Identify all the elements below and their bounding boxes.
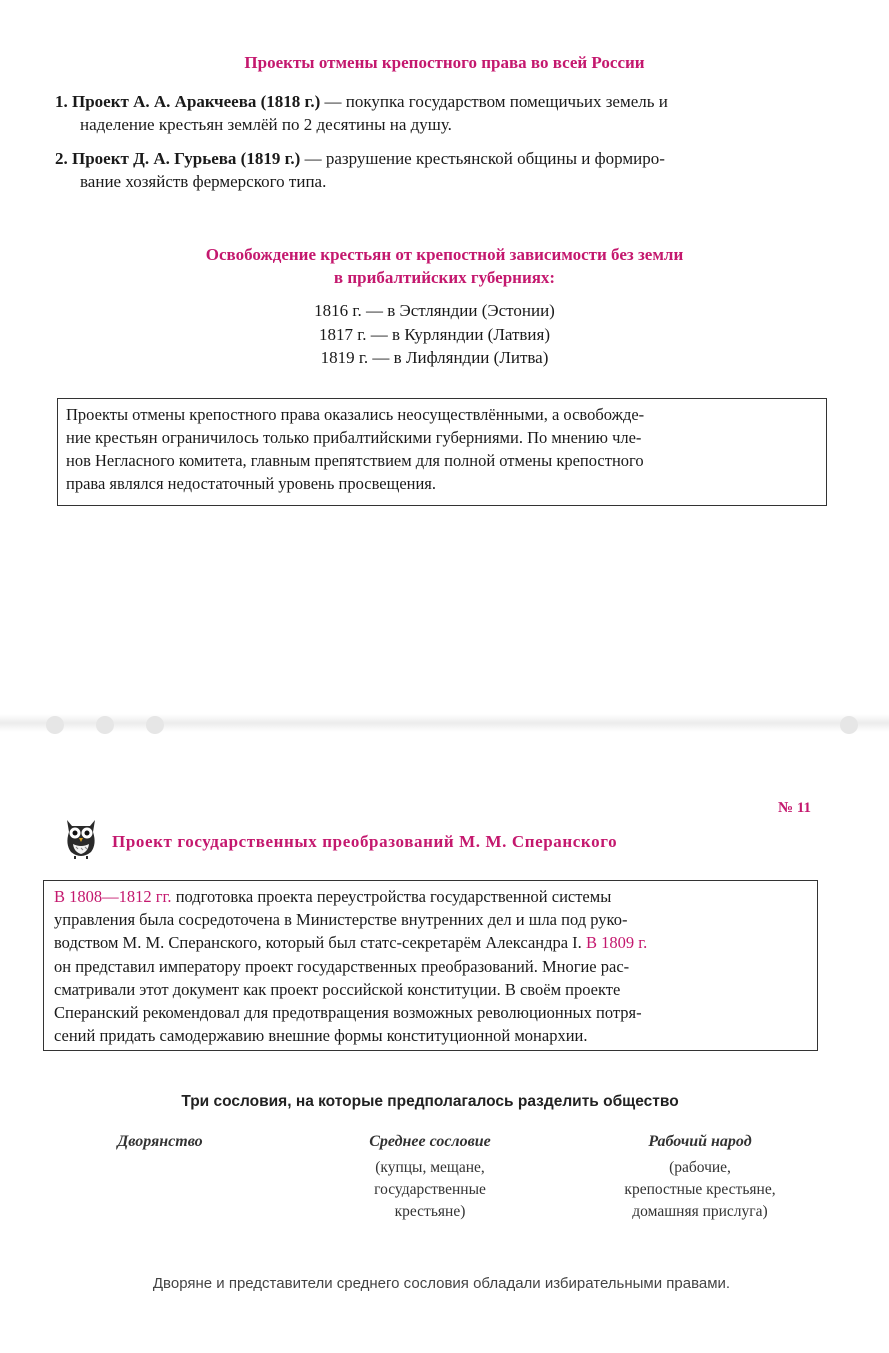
estate-middle <box>320 1133 540 1223</box>
date-item: 1819 г. — в Лифляндии (Литва) <box>320 348 549 367</box>
footer-note: Дворяне и представители среднего сословия обладали избирательными правами. <box>152 1275 731 1292</box>
binding-hole <box>46 716 64 734</box>
project-name: Проект Д. А. Гурьева (1819 г.) <box>72 149 301 168</box>
binding-hole <box>96 716 114 734</box>
page-divider <box>0 714 889 732</box>
project-desc-continued: вание хозяйств фермерского типа. <box>80 172 327 191</box>
title-line: в прибалтийских губерниях: <box>333 268 556 287</box>
box-text: управления была сосредоточена в Министерстве внутренних дел и шла под руко- <box>54 910 628 930</box>
project-number: 1. <box>55 92 68 111</box>
summary-line: Проекты отмены крепостного права оказались неосуществлёнными, а освобожде- <box>66 405 645 424</box>
section-title-abolition-projects: Проекты отмены крепостного права во всей России <box>244 53 645 72</box>
binding-hole <box>840 716 858 734</box>
estate-nobility <box>70 1133 250 1151</box>
section-number: № 11 <box>778 800 811 816</box>
summary-line: права являлся недостаточный уровень просвещения. <box>66 474 437 493</box>
estate-name: Среднее сословие <box>369 1133 491 1150</box>
project-desc: — разрушение крестьянской общины и формиро- <box>300 149 665 168</box>
estate-desc-line: домашняя прислуга) <box>632 1203 768 1220</box>
project-name: Проект А. А. Аракчеева (1818 г.) <box>72 92 321 111</box>
section-title-speransky: Проект государственных преобразований М. М. Сперанского <box>112 832 618 851</box>
box-text: сений придать самодержавию внешние формы конституционной монархии. <box>54 1026 588 1046</box>
project-desc: — покупка государством помещичьих земель и <box>320 92 668 111</box>
estate-desc-line: (рабочие, <box>669 1159 731 1176</box>
estates-title: Три сословия, на которые предполагалось разделить общество <box>181 1093 679 1110</box>
baltic-dates-list <box>0 299 869 370</box>
estate-desc-line: крепостные крестьяне, <box>624 1181 776 1198</box>
project-desc-continued: наделение крестьян землёй по 2 десятины на душу. <box>80 115 452 134</box>
box-text: Сперанский рекомендовал для предотвращения возможных революционных потря- <box>54 1003 642 1023</box>
owl-icon <box>62 814 100 860</box>
estate-desc-line: крестьяне) <box>394 1203 466 1220</box>
title-line: Освобождение крестьян от крепостной зависимости без земли <box>205 245 684 264</box>
summary-line: ние крестьян ограничилось только прибалтийскими губерниями. По мнению чле- <box>66 428 642 447</box>
date-highlight: В 1808—1812 гг. <box>54 887 172 906</box>
summary-line: нов Негласного комитета, главным препятствием для полной отмены крепостного <box>66 451 644 470</box>
estate-desc-line: (купцы, мещане, <box>375 1159 485 1176</box>
box-text: сматривали этот документ как проект российской конституции. В своём проекте <box>54 979 621 999</box>
box-text: водством М. М. Сперанского, который был статс-секретарём Александра I. <box>54 933 586 953</box>
estate-desc-line: государственные <box>374 1181 486 1198</box>
section-title-baltic-emancipation <box>0 243 889 289</box>
project-number: 2. <box>55 149 68 168</box>
summary-box <box>57 398 827 506</box>
date-item: 1817 г. — в Курляндии (Латвия) <box>319 324 550 344</box>
speransky-box <box>43 880 818 1051</box>
estate-working-people <box>580 1133 820 1223</box>
estate-name: Дворянство <box>117 1133 203 1150</box>
date-highlight: В 1809 г. <box>585 933 648 953</box>
box-text: он представил императору проект государственных преобразований. Многие рас- <box>54 956 630 976</box>
estate-name: Рабочий народ <box>648 1133 752 1150</box>
date-item: 1816 г. — в Эстляндии (Эстонии) <box>314 301 555 320</box>
binding-hole <box>146 716 164 734</box>
project-guryev <box>55 147 855 193</box>
project-arakcheev <box>55 90 855 136</box>
box-text: подготовка проекта переустройства государственной системы <box>171 887 612 906</box>
